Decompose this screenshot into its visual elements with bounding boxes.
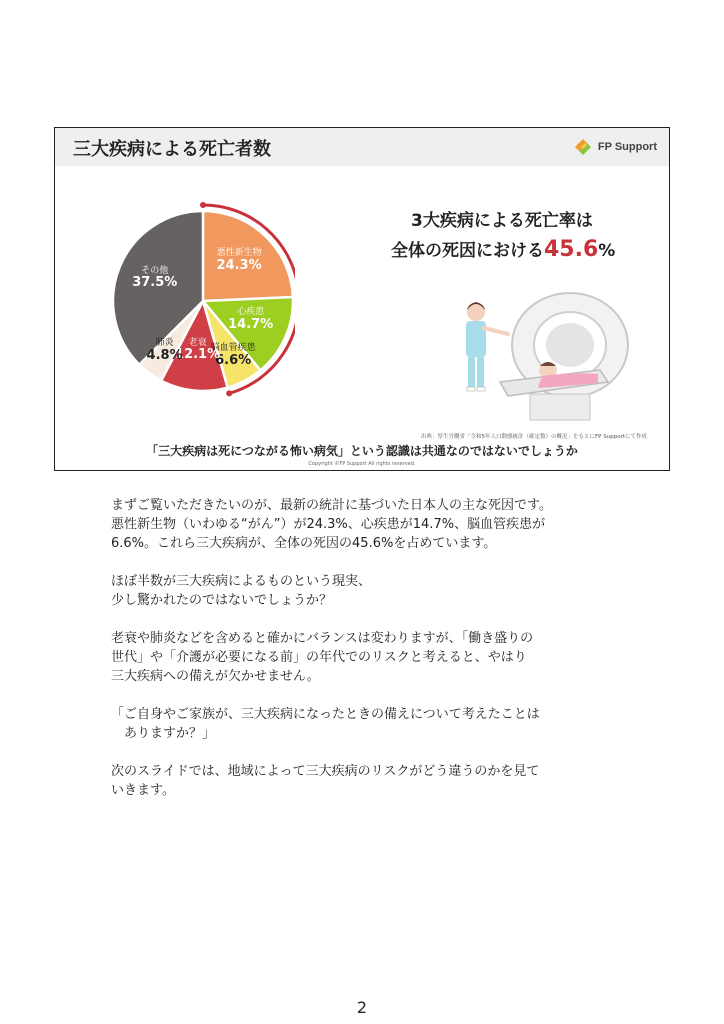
body-line: 世代」や「介護が必要になる前」の年代でのリスクと考えると、やはり: [111, 650, 527, 665]
body-line: 老衰や肺炎などを含めると確かにバランスは変わりますが、「働き盛りの: [111, 631, 534, 646]
pie-slice-label: [221, 307, 281, 332]
pie-slice-value: 6.6%: [215, 352, 252, 368]
page-number: 2: [356, 998, 368, 1017]
pie-chart-svg: [111, 181, 295, 421]
body-paragraph: [111, 762, 621, 800]
highlight-arc-end: [226, 390, 232, 396]
mri-scan-illustration: [430, 290, 630, 430]
logo: [573, 136, 657, 158]
copyright: Copyright ©FP Support All rights reserved.: [308, 461, 416, 467]
pie-slice-name: 脳血管疾患: [210, 343, 256, 354]
slide: [54, 127, 670, 471]
highlight-arc-end: [200, 202, 206, 208]
pie-slice-name: 悪性新生物: [216, 248, 262, 259]
pie-slice-name: 老衰: [188, 337, 207, 348]
body-line: 悪性新生物（いわゆる“がん”）が24.3%、心疾患が14.7%、脳血管疾患が: [111, 517, 546, 532]
body-line: 少し驚かれたのではないでしょうか？: [111, 593, 333, 608]
logo-text: FP Support: [597, 141, 657, 153]
body-paragraph: [111, 705, 621, 743]
slide-title: 三大疾病による死亡者数: [73, 139, 271, 160]
headline-rate-unit: %: [598, 241, 616, 261]
body-paragraph: [111, 572, 621, 610]
body-text: [111, 496, 621, 819]
pie-slice-label: [125, 266, 185, 291]
source-note: 出典：厚生労働省「令和5年人口動態統計（確定数）の概況」をもとにFP Supportにて作成: [421, 434, 647, 440]
slide-header: [55, 128, 669, 166]
pie-slice-label: [135, 338, 195, 363]
pie-slice-value: 14.7%: [228, 316, 274, 332]
body-line: ありますか？」: [111, 726, 216, 741]
body-line: いきます。: [111, 783, 175, 798]
slide-tagline: 「三大疾病は死につながる怖い病気」という認識は共通なのではないでしょうか: [146, 444, 578, 458]
pie-slice-name: 肺炎: [155, 338, 174, 349]
pie-slice-name: その他: [141, 266, 169, 277]
body-line: まずご覧いただきたいのが、最新の統計に基づいた日本人の主な死因です。: [111, 498, 552, 513]
pie-slice-value: 4.8%: [146, 347, 183, 363]
fp-logo-icon: [573, 137, 593, 157]
body-line: 6.6%。これら三大疾病が、全体の死因の45.6%を占めています。: [111, 536, 497, 551]
pie-slice-name: 心疾患: [237, 307, 265, 318]
body-paragraph: [111, 496, 621, 553]
pie-chart: [111, 181, 295, 421]
headline-rate: 45.6: [544, 237, 599, 262]
body-line: 「ご自身やご家族が、三大疾病になったときの備えについて考えたことは: [111, 707, 540, 722]
body-line: ほぼ半数が三大疾病によるものという現実、: [111, 574, 372, 589]
headline-prefix: 全体の死因における: [391, 241, 544, 261]
headline-line2: [391, 236, 615, 262]
pie-slice-value: 37.5%: [132, 275, 178, 291]
pie-slice-label: [209, 248, 269, 273]
headline-line1: 3大疾病による死亡率は: [411, 211, 593, 231]
body-line: 三大疾病への備えが欠かせません。: [111, 669, 320, 684]
pie-slice-value: 12.1%: [175, 347, 221, 363]
pie-slice-value: 24.3%: [216, 257, 262, 273]
body-paragraph: [111, 629, 621, 686]
body-line: 次のスライドでは、地域によって三大疾病のリスクがどう違うのかを見て: [111, 764, 540, 779]
